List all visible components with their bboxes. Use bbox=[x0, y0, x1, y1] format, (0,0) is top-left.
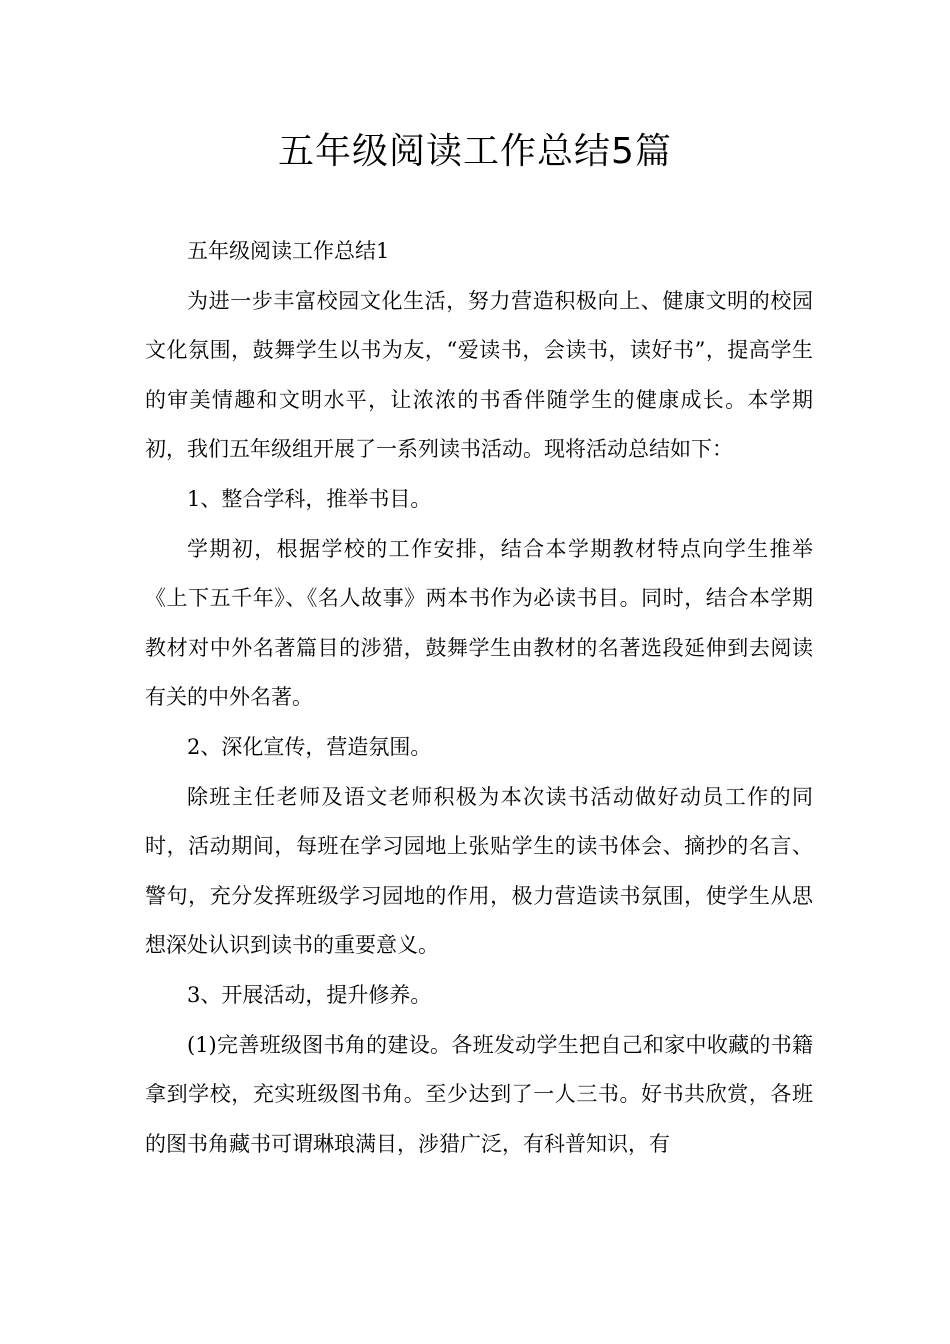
numbered-heading: 2、深化宣传，营造氛围。 bbox=[187, 734, 432, 759]
body-paragraph: (1)完善班级图书角的建设。各班发动学生把自己和家中收藏的书籍拿到学校，充实班级图书角。至少达到了一人三书。好书共欣赏，各班的图书角藏书可谓琳琅满目，涉猎广泛，有科普知识，有 bbox=[145, 1032, 813, 1156]
body-paragraph: 除班主任老师及语文老师积极为本次读书活动做好动员工作的同时，活动期间，每班在学习园地上张贴学生的读书体会、摘抄的名言、警句，充分发挥班级学习园地的作用，极力营造读书氛围，使学生从思想深处认识到读书的重要意义。 bbox=[145, 784, 813, 958]
section-heading: 五年级阅读工作总结1 bbox=[187, 239, 390, 263]
numbered-heading: 3、开展活动，提升修养。 bbox=[187, 982, 432, 1007]
document-body bbox=[145, 227, 813, 1169]
body-paragraph: 学期初，根据学校的工作安排，结合本学期教材特点向学生推举《上下五千年》、《名人故事》两本书作为必读书目。同时，结合本学期教材对中外名著篇目的涉猎，鼓舞学生由教材的名著选段延伸到去阅读有关的中外名著。 bbox=[145, 536, 813, 710]
body-paragraph: 为进一步丰富校园文化生活，努力营造积极向上、健康文明的校园文化氛围，鼓舞学生以书为友，“爱读书，会读书，读好书”，提高学生的审美情趣和文明水平，让浓浓的书香伴随学生的健康成长。本学期初，我们五年级组开展了一系列读书活动。现将活动总结如下： bbox=[145, 288, 813, 462]
numbered-heading: 1、整合学科，推举书目。 bbox=[187, 486, 432, 511]
document-title: 五年级阅读工作总结5篇 bbox=[278, 131, 672, 172]
